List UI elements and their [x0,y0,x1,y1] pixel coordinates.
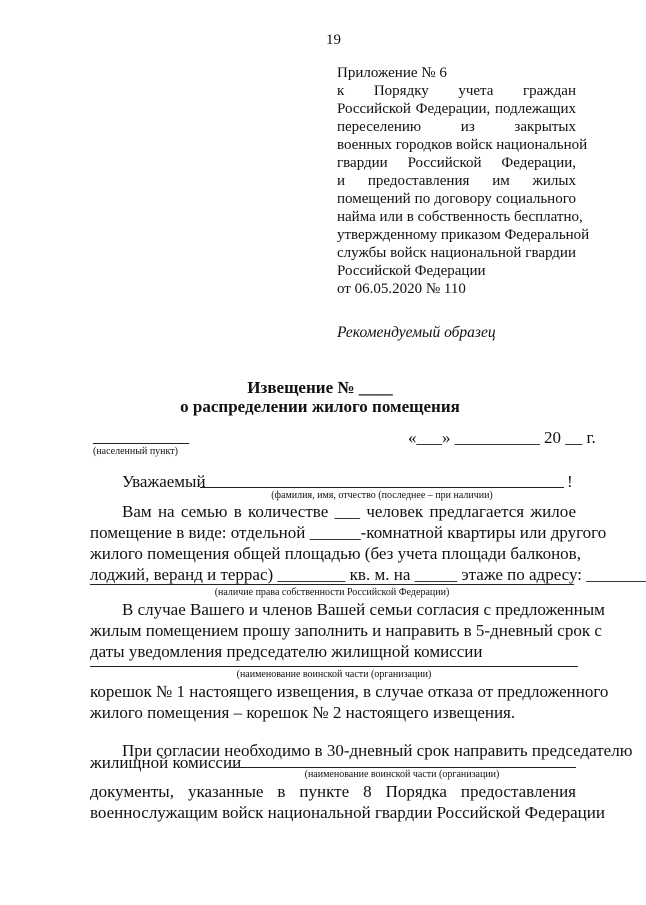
fio-field-line [200,487,564,488]
greeting-exclamation: ! [567,472,573,491]
appendix-line: Приложение № 6 [337,65,447,81]
place-caption: (населенный пункт) [93,446,178,457]
appendix-line: военных городков войск национальной [337,137,588,153]
fio-caption: (фамилия, имя, отчество (последнее – при наличии) [271,490,493,501]
body-line: жилого помещения – корешок № 2 настоящего извещения. [90,703,516,722]
unit-caption-2: (наименование воинской части (организации) [304,769,500,780]
appendix-line: помещений по договору социального [337,191,576,207]
ownership-caption: (наличие права собственности Российской Федерации) [214,587,450,598]
body-line: В случае Вашего и членов Вашей семьи согласия с предложенным [122,600,605,619]
body-line: корешок № 1 настоящего извещения, в случае отказа от предложенного [90,682,609,701]
body-line: даты уведомления председателю жилищной комиссии [90,642,483,661]
notice-title: Извещение № ____ [247,378,393,397]
body-line: документы, указанные в пункте 8 Порядка предоставления [90,782,576,801]
appendix-line: Российской Федерации, подлежащих [337,101,576,117]
appendix-line: службы войск национальной гвардии [337,245,576,261]
appendix-line: к Порядку учета граждан [337,83,576,99]
place-field-line [93,443,189,444]
appendix-line: утвержденному приказом Федеральной [337,227,590,243]
unit-caption-1: (наименование воинской части (организации) [236,669,432,680]
appendix-line: от 06.05.2020 № 110 [337,281,466,297]
appendix-line: найма или в собственность бесплатно, [337,209,583,225]
appendix-line: переселению из закрытых [337,119,576,135]
ownership-field-line [90,584,574,585]
body-line: лоджий, веранд и террас) ________ кв. м. на _____ этаже по адресу: _______ [90,565,646,584]
recommended-sample-label: Рекомендуемый образец [337,324,496,341]
unit-field-line-1 [90,666,578,667]
notice-subtitle: о распределении жилого помещения [180,397,460,416]
date-line: «___» __________ 20 __ г. [408,428,596,447]
appendix-line: Российской Федерации [337,263,486,279]
body-line: жилым помещением прошу заполнить и направить в 5-дневный срок с [90,621,602,640]
page-number: 19 [326,32,341,48]
appendix-line: и предоставления им жилых [337,173,576,189]
body-line: жилищной комиссии [90,753,242,772]
body-line: При согласии необходимо в 30-дневный срок направить председателю [122,741,633,760]
body-line: военнослужащим войск национальной гвардии Российской Федерации [90,803,605,822]
body-line: помещение в виде: отдельной ______-комнатной квартиры или другого [90,523,607,542]
body-line: Вам на семью в количестве ___ человек предлагается жилое [122,502,576,521]
greeting-label: Уважаемый [122,472,206,491]
body-line: жилого помещения общей площадью (без учета площади балконов, [90,544,581,563]
unit-field-line-2 [228,767,576,768]
appendix-line: гвардии Российской Федерации, [337,155,576,171]
